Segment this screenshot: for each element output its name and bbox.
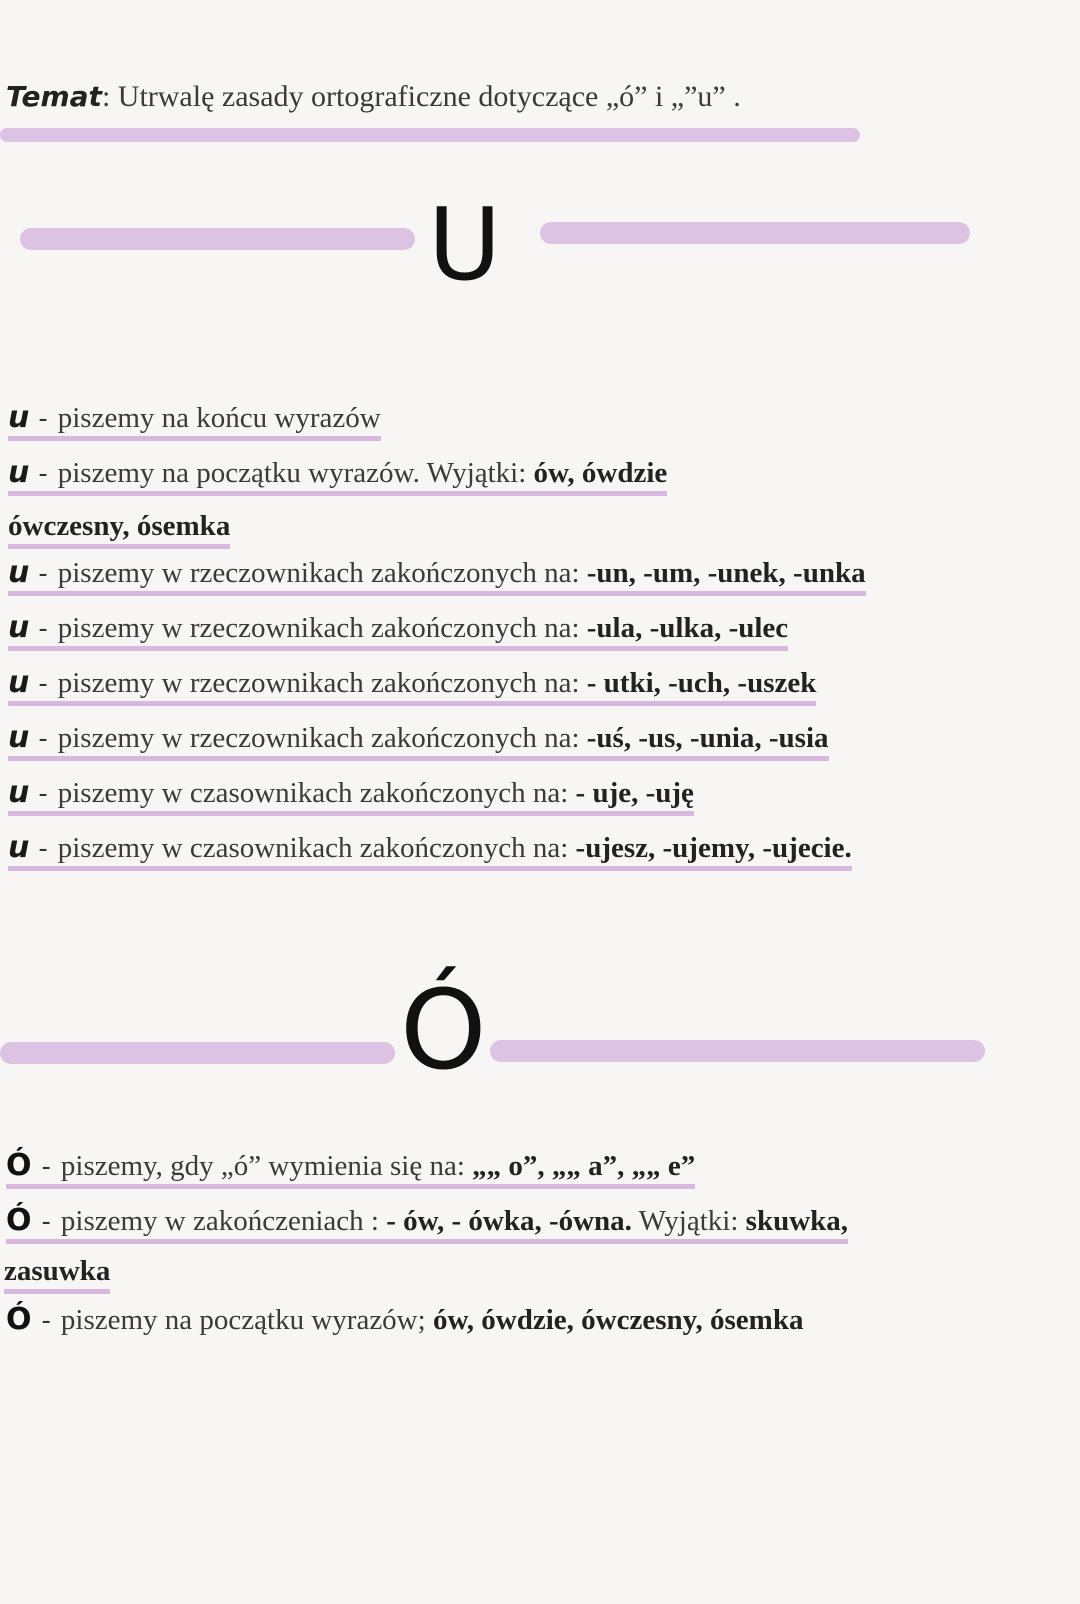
u-rule-5: u - piszemy w rzeczownikach zakończonych na: - utki, -uch, -uszek <box>8 665 816 706</box>
u-marker: u <box>8 775 29 810</box>
o-rule-2: Ó - piszemy w zakończeniach : - ów, - ówka, -ówna. Wyjątki: skuwka, <box>6 1203 848 1244</box>
temat-label: Temat <box>6 80 102 113</box>
o-rule-1: Ó - piszemy, gdy „ó” wymienia się na: „„ o”, „„ a”, „„ e” <box>6 1148 695 1189</box>
u-rule-6: u - piszemy w rzeczownikach zakończonych na: -uś, -us, -unia, -usia <box>8 720 829 761</box>
u-rule-8: u - piszemy w czasownikach zakończonych na: -ujesz, -ujemy, -ujecie. <box>8 830 852 871</box>
o-marker: Ó <box>6 1148 32 1183</box>
u-marker: u <box>8 610 29 645</box>
u-marker: u <box>8 720 29 755</box>
u-divider-left <box>20 228 415 250</box>
u-marker: u <box>8 830 29 865</box>
u-rule-7: u - piszemy w czasownikach zakończonych na: - uje, -uję <box>8 775 694 816</box>
u-marker: u <box>8 455 29 490</box>
lesson-title <box>6 80 741 114</box>
u-divider-right <box>540 222 970 244</box>
u-marker: u <box>8 665 29 700</box>
u-rule-2-continuation: ówczesny, ósemka <box>8 510 230 549</box>
u-rule-2: u - piszemy na początku wyrazów. Wyjątki: ów, ówdzie <box>8 455 667 496</box>
u-marker: u <box>8 555 29 590</box>
o-marker: Ó <box>6 1302 32 1337</box>
section-u-letter: U <box>428 186 502 303</box>
o-rule-2-continuation: zasuwka <box>4 1255 110 1294</box>
u-marker: u <box>8 400 29 435</box>
title-underline <box>0 128 860 142</box>
o-marker: Ó <box>6 1203 32 1238</box>
u-rule-1: u - piszemy na końcu wyrazów <box>8 400 381 441</box>
o-divider-right <box>490 1040 985 1062</box>
title-text: : Utrwalę zasady ortograficzne dotyczące „ó” i „”u” . <box>101 80 741 113</box>
section-o-letter: Ó <box>400 966 487 1094</box>
u-rule-4: u - piszemy w rzeczownikach zakończonych na: -ula, -ulka, -ulec <box>8 610 788 651</box>
u-rule-3: u - piszemy w rzeczownikach zakończonych na: -un, -um, -unek, -unka <box>8 555 866 596</box>
o-divider-left <box>0 1042 395 1064</box>
o-rule-3: Ó - piszemy na początku wyrazów; ów, ówdzie, ówczesny, ósemka <box>6 1302 804 1337</box>
